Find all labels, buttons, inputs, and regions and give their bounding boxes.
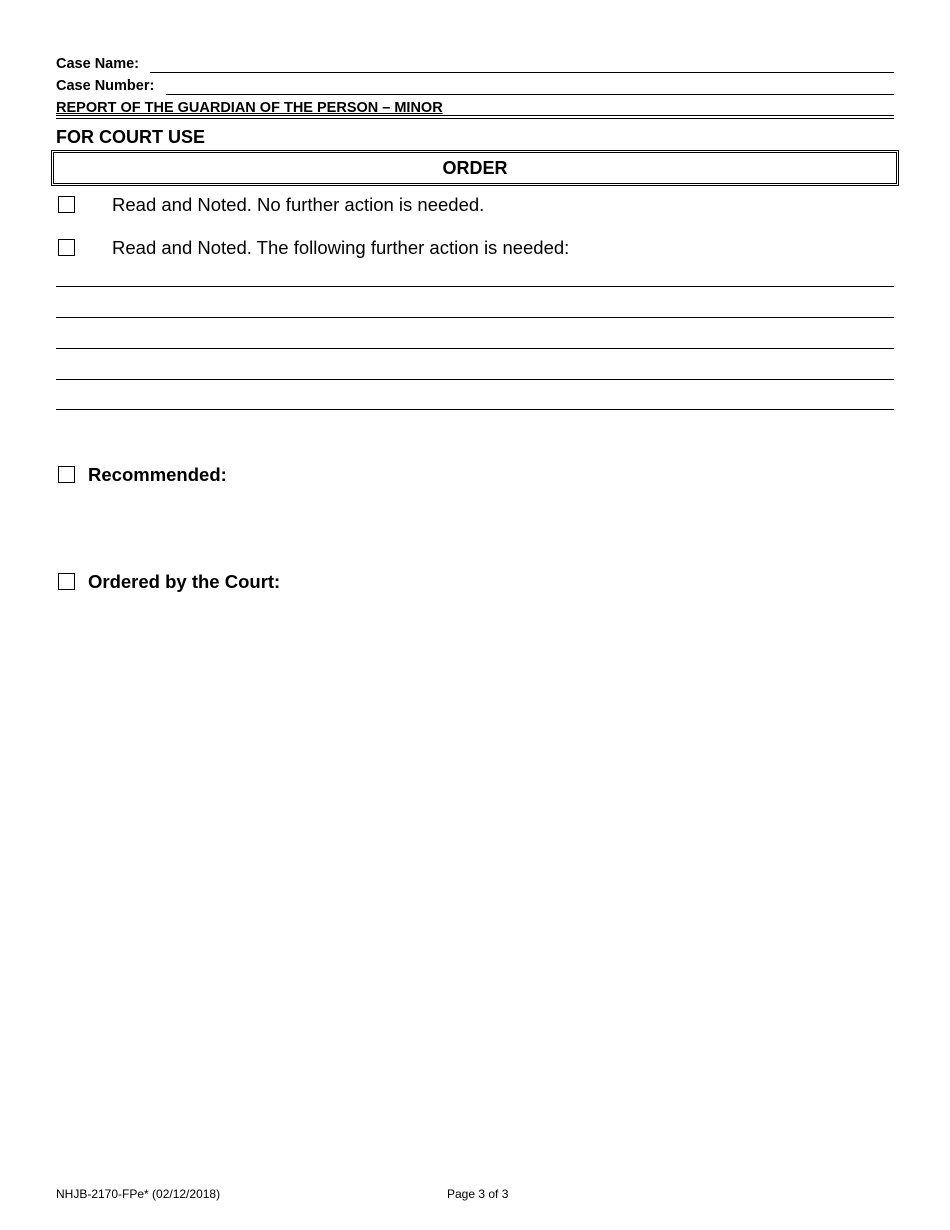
order-heading: ORDER [442,157,508,178]
further-action-label: Read and Noted. The following further action is needed: [112,237,570,258]
recommended-label: Recommended: [88,464,227,485]
no-further-action-checkbox[interactable] [58,196,75,213]
recommended-checkbox[interactable] [58,466,75,483]
ordered-by-court-label: Ordered by the Court: [88,571,281,592]
case-name-label: Case Name: [56,56,140,72]
form-id: NHJB-2170-FPe* (02/12/2018) [56,1187,221,1201]
ordered-by-court-checkbox[interactable] [58,573,75,590]
further-action-line-1[interactable] [56,286,894,287]
order-heading-box [51,150,899,186]
case-name-field[interactable] [150,72,894,73]
further-action-line-2[interactable] [56,317,894,318]
case-number-label: Case Number: [56,78,155,94]
case-number-field[interactable] [166,94,894,95]
court-use-heading: FOR COURT USE [56,127,206,147]
no-further-action-label: Read and Noted. No further action is needed. [112,194,485,215]
page-number: Page 3 of 3 [447,1187,509,1201]
further-action-checkbox[interactable] [58,239,75,256]
further-action-line-4[interactable] [56,379,894,380]
further-action-line-3[interactable] [56,348,894,349]
report-title-divider [56,115,894,119]
further-action-line-5[interactable] [56,409,894,410]
report-title: REPORT OF THE GUARDIAN OF THE PERSON – MINOR [56,100,443,116]
